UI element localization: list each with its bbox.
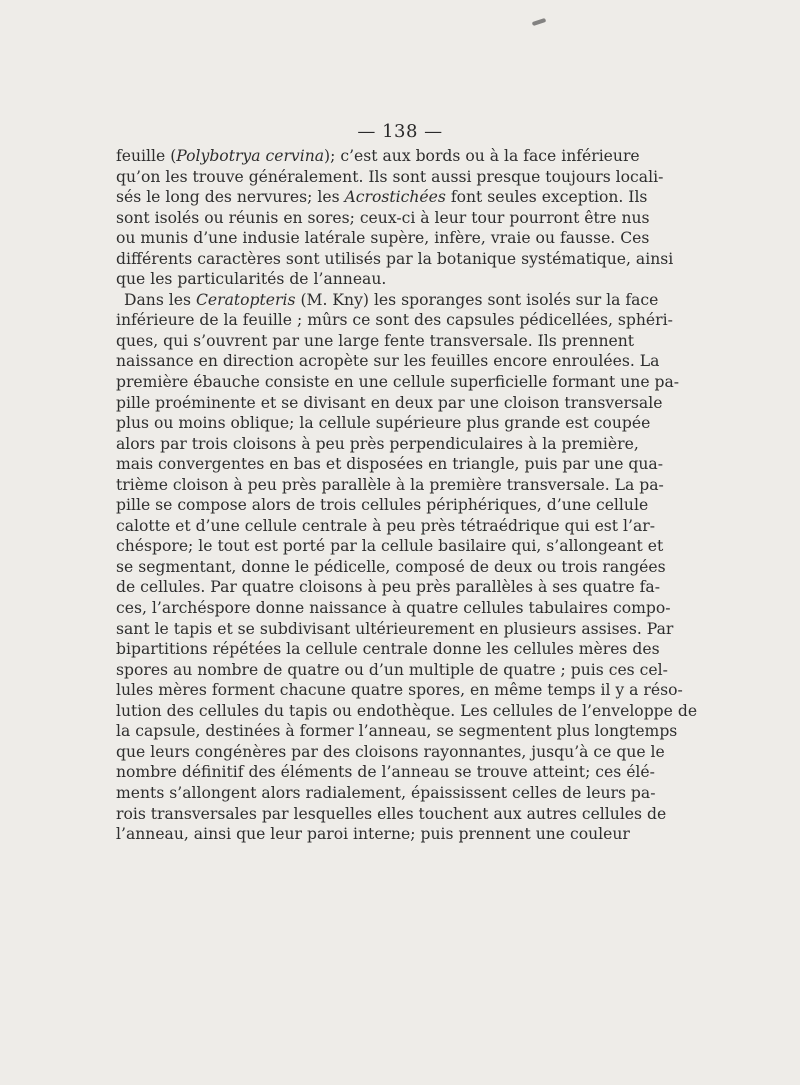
italic-term: Ceratopteris <box>195 290 296 309</box>
text-line: ces, l’archéspore donne naissance à quatre cellules tabulaires compo- <box>116 599 671 618</box>
text-line: rois transversales par lesquelles elles touchent aux autres cellules de <box>116 804 667 823</box>
text-line: la capsule, destinées à former l’anneau, se segmentent plus longtemps <box>116 722 678 741</box>
text-line: lution des cellules du tapis ou endothèque. Les cellules de l’enveloppe de <box>116 701 698 720</box>
italic-term: Polybotrya cervina <box>176 147 325 165</box>
text-line: Dans les Ceratopteris (M. Kny) les sporanges sont isolés sur la face <box>124 290 659 309</box>
text-line: se segmentant, donne le pédicelle, composé de deux ou trois rangées <box>116 557 666 576</box>
text-line: mais convergentes en bas et disposées en triangle, puis par une qua- <box>116 455 663 474</box>
italic-term: Acrostichées <box>344 188 446 207</box>
text-line: qu’on les trouve généralement. Ils sont aussi presque toujours locali- <box>116 167 664 186</box>
text-line: trième cloison à peu près parallèle à la première transversale. La pa- <box>116 475 664 494</box>
text-line: inférieure de la feuille ; mûrs ce sont des capsules pédicellées, sphéri- <box>116 311 673 330</box>
text-line: pille se compose alors de trois cellules périphériques, d’une cellule <box>116 496 649 515</box>
text-line: naissance en direction acropète sur les feuilles encore enroulées. La <box>116 352 660 371</box>
paragraph <box>116 146 674 290</box>
text-line: sont isolés ou réunis en sores; ceux-ci à leur tour pourront être nus <box>116 208 650 227</box>
text-line: ments s’allongent alors radialement, épaississent celles de leurs pa- <box>116 783 656 802</box>
text-line: pille proéminente et se divisant en deux par une cloison transversale <box>116 393 663 412</box>
text-line: bipartitions répétées la cellule centrale donne les cellules mères des <box>116 640 660 659</box>
text-line: spores au nombre de quatre ou d’un multiple de quatre ; puis ces cel- <box>116 660 668 679</box>
text-line: différents caractères sont utilisés par la botanique systématique, ainsi <box>116 249 674 268</box>
paragraph <box>116 290 698 845</box>
text-line: de cellules. Par quatre cloisons à peu près parallèles à ses quatre fa- <box>116 578 660 597</box>
text-line: lules mères forment chacune quatre spores, en même temps il y a réso- <box>116 681 683 700</box>
text-line: calotte et d’une cellule centrale à peu près tétraédrique qui est l’ar- <box>116 516 655 535</box>
text-line: feuille (Polybotrya cervina); c’est aux bords ou à la face inférieure <box>116 147 640 165</box>
ink-speck <box>532 18 547 26</box>
text-line: ques, qui s’ouvrent par une large fente transversale. Ils prennent <box>116 331 635 350</box>
text-line: première ébauche consiste en une cellule superficielle formant une pa- <box>116 373 680 392</box>
page-number: — 138 — <box>357 121 443 142</box>
text-line: sés le long des nervures; les Acrostichées font seules exception. Ils <box>116 188 648 207</box>
body-text <box>116 146 698 845</box>
text-line: sant le tapis et se subdivisant ultérieurement en plusieurs assises. Par <box>116 619 674 638</box>
text-line: ou munis d’une indusie latérale supère, infère, vraie ou fausse. Ces <box>116 229 650 248</box>
text-line: l’anneau, ainsi que leur paroi interne; puis prennent une couleur <box>116 825 630 844</box>
text-line: nombre définitif des éléments de l’anneau se trouve atteint; ces élé- <box>116 763 655 782</box>
text-line: plus ou moins oblique; la cellule supérieure plus grande est coupée <box>116 414 651 433</box>
text-line: chéspore; le tout est porté par la cellule basilaire qui, s’allongeant et <box>116 537 664 556</box>
text-line: alors par trois cloisons à peu près perpendiculaires à la première, <box>116 434 639 453</box>
text-line: que leurs congénères par des cloisons rayonnantes, jusqu’à ce que le <box>116 742 665 761</box>
text-line: que les particularités de l’anneau. <box>116 270 387 289</box>
